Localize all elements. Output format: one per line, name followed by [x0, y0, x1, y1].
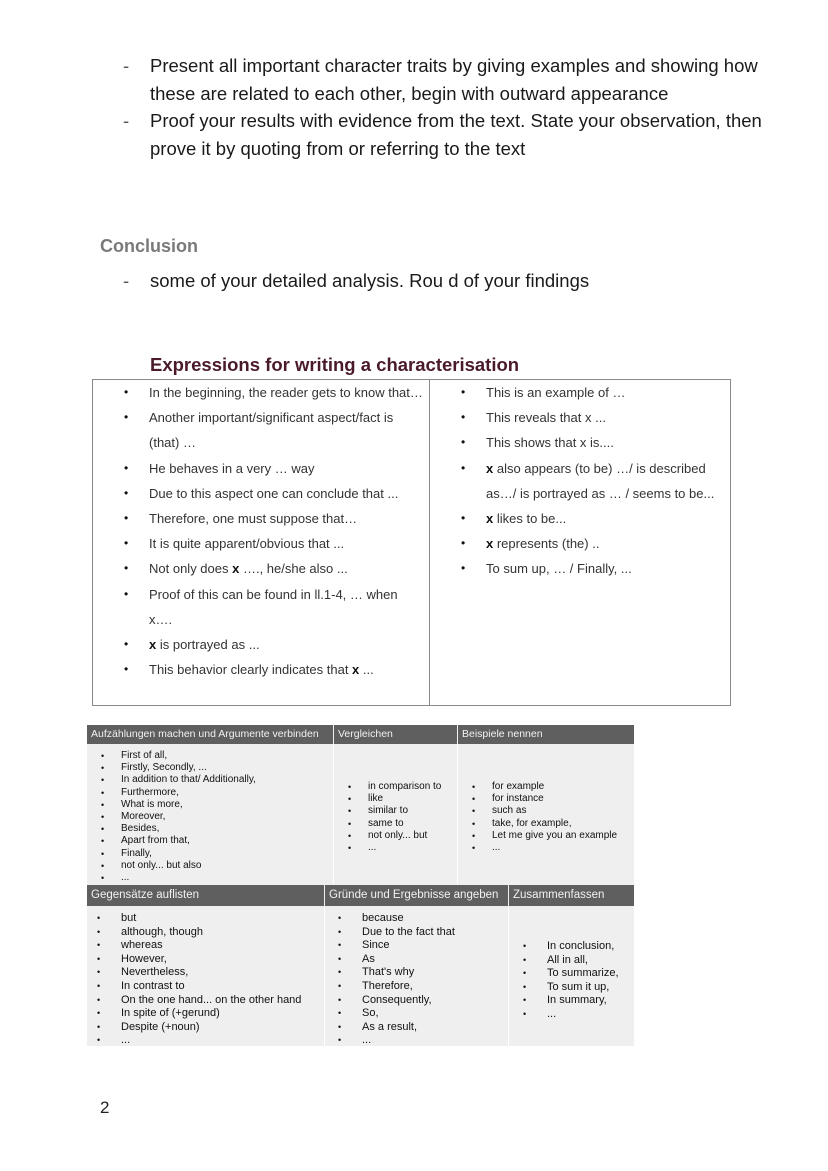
- expression-text: This reveals that x ...: [486, 410, 606, 426]
- column-divider: [333, 744, 334, 885]
- phrase-text: In addition to that/ Additionally,: [121, 774, 256, 786]
- phrase-text: take, for example,: [492, 817, 572, 829]
- expression-text: Due to this aspect one can conclude that ...: [149, 485, 399, 501]
- phrase-text: ...: [492, 842, 501, 854]
- phrase-text: such as: [492, 805, 527, 817]
- table2-header-summarize: Zusammenfassen: [509, 885, 634, 906]
- bullet-dot: •: [338, 1021, 342, 1032]
- expression-item: [124, 582, 424, 632]
- phrase-text: ...: [547, 1007, 557, 1020]
- bullet-dot: •: [523, 941, 527, 951]
- phrase-item: [523, 940, 619, 954]
- table2-list-contrast: [97, 912, 302, 1048]
- column-divider: [324, 906, 325, 1046]
- expression-variable: x: [486, 536, 494, 552]
- phrase-text: same to: [368, 817, 404, 829]
- phrase-text: not only... but: [368, 829, 428, 841]
- bullet-dot: •: [124, 536, 129, 551]
- phrase-text: To summarize,: [547, 967, 619, 980]
- phrase-text: First of all,: [121, 750, 168, 761]
- bullet-dot: •: [338, 953, 342, 964]
- phrase-item: [97, 993, 302, 1008]
- phrase-item: [472, 842, 617, 854]
- bullet-dot: •: [124, 410, 129, 425]
- phrase-item: [348, 781, 442, 793]
- phrase-text: although, though: [121, 925, 203, 938]
- conclusion-bullet-list: [123, 267, 763, 295]
- bullet-dot: •: [472, 806, 476, 817]
- bullet-dot: •: [124, 637, 129, 652]
- phrase-text: Let me give you an example: [492, 829, 618, 841]
- expression-text-end: ...: [359, 662, 374, 678]
- phrase-text: As: [362, 952, 375, 965]
- bullet-dot: •: [472, 843, 476, 854]
- expression-text: It is quite apparent/obvious that ...: [149, 536, 345, 552]
- expression-text: To sum up, … / Finally, ...: [486, 561, 632, 577]
- bullet-dot: •: [97, 980, 101, 991]
- bullet-dot: •: [124, 662, 129, 677]
- phrase-text: In conclusion,: [547, 940, 615, 952]
- phrase-item: [472, 829, 618, 842]
- expression-text: Proof of this can be found in ll.1-4, … when x….: [149, 586, 398, 627]
- phrase-item: [523, 953, 619, 968]
- phrase-text: similar to: [368, 805, 409, 817]
- conclusion-heading: Conclusion: [100, 236, 198, 256]
- phrase-text: whereas: [121, 939, 163, 952]
- expression-item: [124, 481, 424, 506]
- phrase-text: Besides,: [121, 823, 160, 835]
- phrase-item: [101, 750, 256, 762]
- expression-text-end: also appears (to be) …/ is described as…/ is portrayed as … / seems to be...: [486, 460, 715, 501]
- phrase-text: In spite of (+gerund): [121, 1007, 220, 1020]
- phrase-item: [101, 774, 256, 786]
- phrases-table-1: [87, 725, 634, 885]
- expression-item: [124, 632, 424, 657]
- expression-item: [124, 380, 424, 405]
- bullet-dot: •: [338, 1008, 342, 1019]
- bullet-dot: •: [124, 485, 129, 500]
- phrase-text: not only... but also: [121, 859, 202, 871]
- bullet-dot: •: [101, 787, 105, 798]
- bullet-dot: •: [461, 410, 466, 425]
- bullet-dot: •: [472, 818, 476, 829]
- bullet-dot: •: [101, 848, 105, 859]
- phrase-text: In summary,: [547, 994, 607, 1007]
- phrase-text: Furthermore,: [121, 786, 179, 798]
- phrase-item: [348, 829, 441, 842]
- phrase-item: [348, 842, 441, 854]
- page-number: 2: [100, 1098, 110, 1117]
- phrase-text: for instance: [492, 793, 544, 805]
- phrase-text: Firstly, Secondly, ...: [121, 762, 207, 774]
- expression-text: In the beginning, the reader gets to know that…: [149, 385, 423, 400]
- expression-text-end: represents (the) ..: [493, 536, 600, 552]
- phrase-item: [472, 805, 617, 817]
- table1-list-examples: [472, 781, 618, 854]
- phrase-item: [348, 817, 441, 830]
- expression-text: Not only does: [149, 561, 233, 577]
- phrase-item: [472, 781, 617, 793]
- phrase-text: That's why: [362, 966, 415, 979]
- phrase-item: [97, 912, 301, 926]
- expression-text-end: likes to be...: [493, 511, 567, 527]
- phrase-item: [97, 952, 301, 967]
- expression-variable: x: [352, 662, 360, 678]
- phrase-text: Since: [362, 939, 390, 952]
- phrase-item: [101, 872, 256, 884]
- phrase-text: In contrast to: [121, 979, 185, 992]
- bullet-dot: •: [472, 794, 476, 805]
- expression-text: He behaves in a very … way: [149, 460, 315, 476]
- phrase-text: Despite (+noun): [121, 1020, 200, 1033]
- bullet-dot: •: [338, 980, 342, 991]
- bullet-dot: •: [101, 799, 105, 810]
- table1-header-compare: Vergleichen: [334, 725, 457, 744]
- phrase-text: Nevertheless,: [121, 966, 189, 979]
- bullet-dot: •: [348, 818, 352, 829]
- table2-list-summarize: [523, 940, 619, 1022]
- phrase-item: [338, 993, 455, 1008]
- dash-marker: -: [123, 55, 130, 76]
- bullet-dot: •: [338, 926, 342, 937]
- phrase-text: in comparison to: [368, 781, 442, 792]
- table1-list-compare: [348, 781, 442, 854]
- bullet-dot: •: [101, 775, 105, 786]
- phrase-item: [338, 979, 455, 994]
- bullet-dot: •: [461, 435, 466, 450]
- bullet-dot: •: [461, 385, 466, 399]
- bullet-dot: •: [461, 561, 466, 576]
- conclusion-bullet-text: some of your detailed analysis. Rou d of your findings: [150, 270, 590, 291]
- expressions-left-list: [124, 380, 424, 682]
- phrase-item: [523, 967, 619, 981]
- phrase-text: ...: [121, 1034, 131, 1047]
- phrase-text: Apart from that,: [121, 835, 190, 847]
- bullet-dot: •: [124, 460, 129, 475]
- phrase-text: Finally,: [121, 847, 152, 859]
- expression-item: [124, 506, 424, 531]
- phrase-text: What is more,: [121, 798, 183, 810]
- bullet-dot: •: [472, 782, 476, 792]
- conclusion-bullet: [123, 267, 763, 295]
- phrase-text: like: [368, 793, 384, 805]
- bullet-dot: •: [101, 860, 105, 871]
- bullet-dot: •: [523, 981, 527, 992]
- bullet-dot: •: [97, 1008, 101, 1019]
- phrase-text: ...: [121, 872, 130, 884]
- bullet-dot: •: [461, 536, 466, 551]
- phrase-text: So,: [362, 1007, 379, 1020]
- expression-text-end: is portrayed as ...: [156, 637, 260, 653]
- expression-variable: x: [232, 561, 240, 577]
- bullet-dot: •: [338, 913, 342, 923]
- expression-text: Therefore, one must suppose that…: [149, 511, 358, 527]
- phrase-item: [101, 847, 256, 860]
- phrase-item: [97, 925, 301, 940]
- bullet-dot: •: [523, 954, 527, 965]
- expression-text: Another important/significant aspect/fact is (that) …: [149, 410, 394, 451]
- expression-item: [124, 456, 424, 481]
- bullet-dot: •: [101, 836, 105, 847]
- phrase-item: [97, 979, 301, 994]
- bullet-dot: •: [472, 830, 476, 841]
- expression-text: This is an example of …: [486, 385, 626, 400]
- intro-bullet: [123, 107, 763, 162]
- intro-bullet: [123, 52, 763, 107]
- phrase-item: [472, 793, 617, 805]
- bullet-dot: •: [461, 511, 466, 526]
- table1-header-examples: Beispiele nennen: [458, 725, 634, 744]
- bullet-dot: •: [97, 926, 101, 937]
- bullet-dot: •: [348, 843, 352, 854]
- expressions-left-column: [93, 380, 430, 705]
- bullet-dot: •: [97, 967, 101, 978]
- expressions-right-list: [461, 380, 736, 582]
- expressions-heading: Expressions for writing a characterisation: [150, 354, 520, 375]
- phrase-item: [101, 835, 256, 847]
- dash-marker: -: [123, 270, 130, 291]
- expression-item: [461, 556, 736, 581]
- bullet-dot: •: [338, 940, 342, 951]
- phrase-text: However,: [121, 952, 167, 965]
- phrase-item: [101, 811, 256, 823]
- phrase-item: [472, 817, 617, 830]
- phrase-item: [338, 1034, 455, 1048]
- expression-item: [461, 405, 736, 430]
- phrase-item: [348, 805, 441, 817]
- expressions-box: [92, 379, 731, 706]
- phrase-item: [338, 1007, 455, 1021]
- table1-header-enumerate: Aufzählungen machen und Argumente verbinden: [87, 725, 333, 744]
- bullet-dot: •: [523, 968, 527, 979]
- table2-list-reasons: [338, 912, 455, 1048]
- bullet-dot: •: [101, 824, 105, 835]
- bullet-dot: •: [338, 1035, 342, 1046]
- phrase-text: To sum it up,: [547, 980, 610, 993]
- phrase-item: [101, 823, 256, 835]
- expression-variable: x: [486, 511, 494, 527]
- phrase-item: [338, 1020, 455, 1035]
- phrase-text: Moreover,: [121, 811, 166, 823]
- expression-item: [124, 405, 424, 455]
- phrase-text: because: [362, 912, 404, 924]
- bullet-dot: •: [101, 751, 105, 761]
- phrase-item: [97, 966, 301, 980]
- intro-bullet-text: Proof your results with evidence from the text. State your observation, then prove it by quoting from or referring to the text: [150, 110, 762, 159]
- phrase-item: [97, 1020, 301, 1035]
- bullet-dot: •: [348, 782, 352, 792]
- expression-variable: x: [486, 460, 494, 476]
- bullet-dot: •: [97, 913, 101, 923]
- bullet-dot: •: [523, 1008, 527, 1019]
- bullet-dot: •: [97, 1021, 101, 1032]
- intro-bullet-list: [123, 52, 763, 162]
- phrase-text: for example: [492, 781, 545, 792]
- phrase-text: ...: [368, 842, 377, 854]
- phrase-item: [97, 1007, 301, 1021]
- bullet-dot: •: [523, 995, 527, 1006]
- bullet-dot: •: [348, 794, 352, 805]
- expression-item: [124, 531, 424, 556]
- expression-text: This shows that x is....: [486, 435, 614, 451]
- column-divider: [508, 906, 509, 1046]
- phrase-text: Therefore,: [362, 979, 413, 992]
- phrase-item: [97, 1034, 301, 1048]
- phrase-item: [338, 912, 455, 926]
- phrase-item: [101, 798, 256, 811]
- bullet-dot: •: [124, 561, 129, 576]
- phrase-text: but: [121, 912, 137, 924]
- expression-text-end: …., he/she also ...: [239, 561, 348, 577]
- bullet-dot: •: [101, 873, 105, 884]
- bullet-dot: •: [124, 586, 129, 601]
- phrase-item: [97, 939, 301, 953]
- phrase-item: [523, 980, 619, 995]
- bullet-dot: •: [97, 940, 101, 951]
- bullet-dot: •: [461, 460, 466, 475]
- phrase-text: ...: [362, 1034, 372, 1047]
- phrase-item: [523, 1007, 619, 1022]
- bullet-dot: •: [124, 511, 129, 526]
- expression-item: [461, 531, 736, 556]
- expression-item: [124, 556, 424, 581]
- bullet-dot: •: [348, 830, 352, 841]
- expression-item: [461, 430, 736, 455]
- expression-item: [461, 456, 736, 506]
- phrase-text: As a result,: [362, 1020, 418, 1033]
- expression-item: [461, 380, 736, 405]
- table2-header-contrast: Gegensätze auflisten: [87, 885, 324, 906]
- bullet-dot: •: [101, 763, 105, 774]
- phrase-text: Consequently,: [362, 993, 432, 1006]
- column-divider: [457, 744, 458, 885]
- expression-item: [124, 657, 424, 682]
- dash-marker: -: [123, 110, 130, 131]
- phrase-item: [523, 994, 619, 1008]
- phrase-item: [338, 939, 455, 953]
- bullet-dot: •: [101, 812, 105, 823]
- phrase-text: All in all,: [547, 953, 588, 966]
- phrase-item: [101, 859, 256, 872]
- phrase-text: On the one hand... on the other hand: [121, 993, 302, 1006]
- bullet-dot: •: [338, 967, 342, 978]
- expressions-right-column: [430, 380, 730, 705]
- expression-text: This behavior clearly indicates that: [149, 662, 353, 678]
- phrase-text: Due to the fact that: [362, 925, 455, 938]
- phrase-item: [338, 952, 455, 967]
- expression-item: [461, 506, 736, 531]
- bullet-dot: •: [97, 953, 101, 964]
- table1-list-enumerate: [101, 750, 256, 884]
- bullet-dot: •: [338, 994, 342, 1005]
- bullet-dot: •: [124, 385, 129, 399]
- phrase-item: [348, 793, 441, 805]
- phrase-item: [101, 762, 256, 774]
- phrases-table-2: [87, 885, 634, 1046]
- phrase-item: [338, 925, 455, 940]
- intro-bullet-text: Present all important character traits by giving examples and showing how these are related to each other, begin with outward appearance: [150, 55, 758, 104]
- table2-header-reasons: Gründe und Ergebnisse angeben: [325, 885, 508, 906]
- bullet-dot: •: [97, 1035, 101, 1046]
- bullet-dot: •: [97, 994, 101, 1005]
- bullet-dot: •: [348, 806, 352, 817]
- expression-variable: x: [149, 637, 157, 653]
- phrase-item: [101, 786, 256, 799]
- phrase-item: [338, 966, 455, 980]
